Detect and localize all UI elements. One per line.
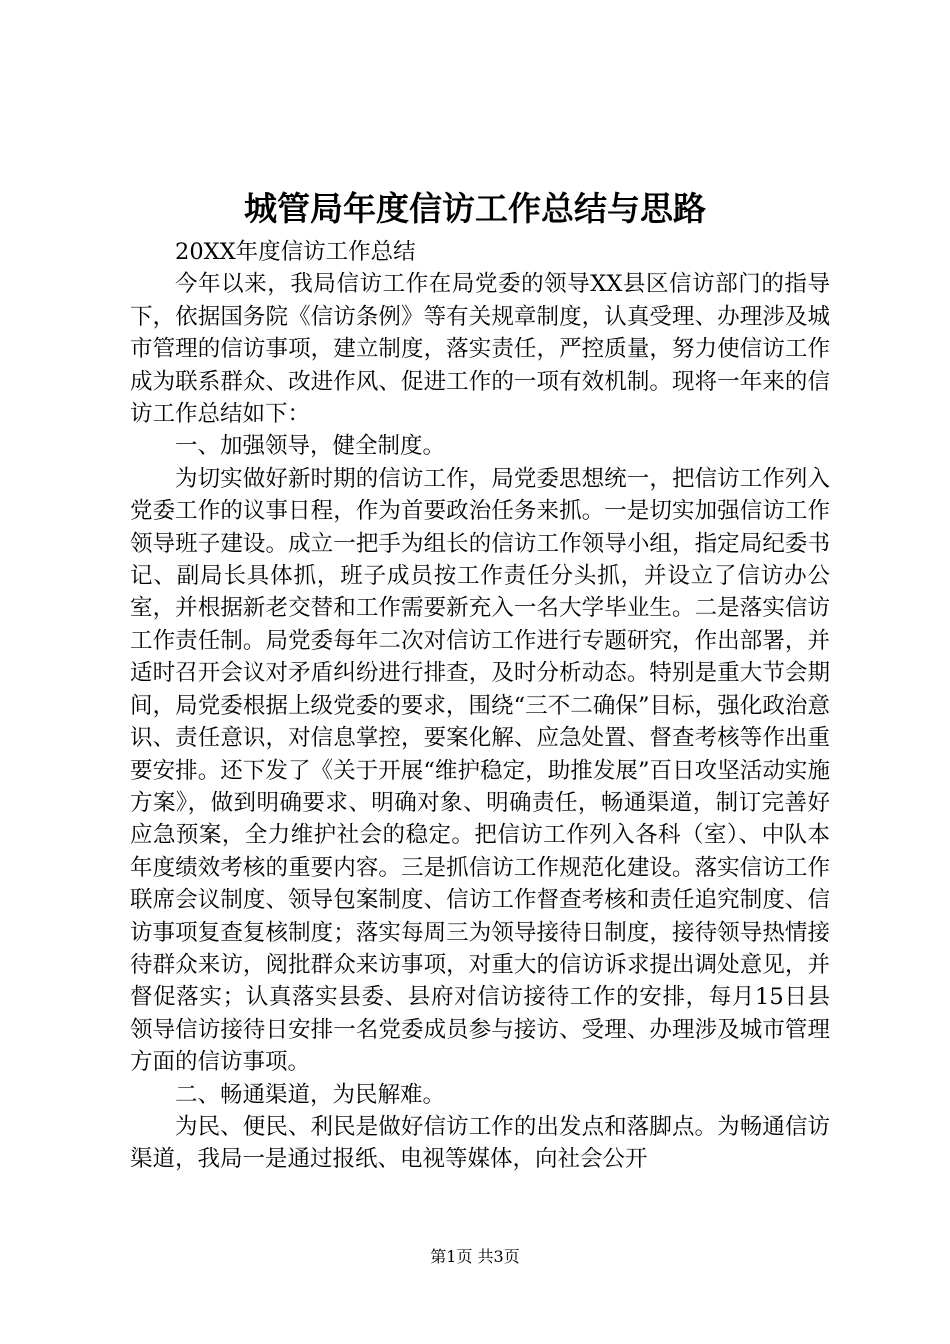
document-title: 城管局年度信访工作总结与思路 (244, 189, 706, 228)
paragraph-channels: 为民、便民、利民是做好信访工作的出发点和落脚点。为畅通信访渠道，我局一是通过报纸、电视等媒体，向社会公开 (130, 1113, 830, 1173)
section-heading-channels: 二、畅通渠道，为民解难。 (175, 1081, 446, 1108)
page-number-footer: 第1页 共3页 (430, 1247, 520, 1266)
paragraph-leadership: 为切实做好新时期的信访工作，局党委思想统一，把信访工作列入党委工作的议事日程，作为首要政治任务来抓。一是切实加强信访工作领导班子建设。成立一把手为组长的信访工作领导小组，指定局纪委书记、副局长具体抓，班子成员按工作责任分头抓，并设立了信访办公室，并根据新老交替和工作需要新充入一名大学毕业生。二是落实信访工作责任制。局党委每年二次对信访工作进行专题研究，作出部署，并适时召开会议对矛盾纠纷进行排查，及时分析动态。特别是重大节会期间，局党委根据上级党委的要求，围绕“三不二确保”目标，强化政治意识、责任意识，对信息掌控，要案化解、应急处置、督查考核等作出重要安排。还下发了《关于开展“维护稳定，助推发展”百日攻坚活动实施方案》，做到明确要求、明确对象、明确责任，畅通渠道，制订完善好应急预案，全力维护社会的稳定。把信访工作列入各科（室）、中队本年度绩效考核的重要内容。三是抓信访工作规范化建设。落实信访工作联席会议制度、领导包案制度、信访工作督查考核和责任追究制度、信访事项复查复核制度；落实每周三为领导接待日制度，接待领导热情接待群众来访，阅批群众来访事项，对重大的信访诉求提出调处意见，并督促落实；认真落实县委、县府对信访接待工作的安排，每月15日县领导信访接待日安排一名党委成员参与接访、受理、办理涉及城市管理方面的信访事项。 (130, 465, 830, 1076)
section-heading-summary: 20XX年度信访工作总结 (175, 239, 416, 265)
section-heading-leadership: 一、加强领导，健全制度。 (175, 433, 446, 460)
paragraph-intro: 今年以来，我局信访工作在局党委的领导XX县区信访部门的指导下，依据国务院《信访条例》等有关规章制度，认真受理、办理涉及城市管理的信访事项，建立制度，落实责任，严控质量，努力使信访工作成为联系群众、改进作风、促进工作的一项有效机制。现将一年来的信访工作总结如下： (130, 271, 830, 428)
document-body (130, 236, 830, 1176)
